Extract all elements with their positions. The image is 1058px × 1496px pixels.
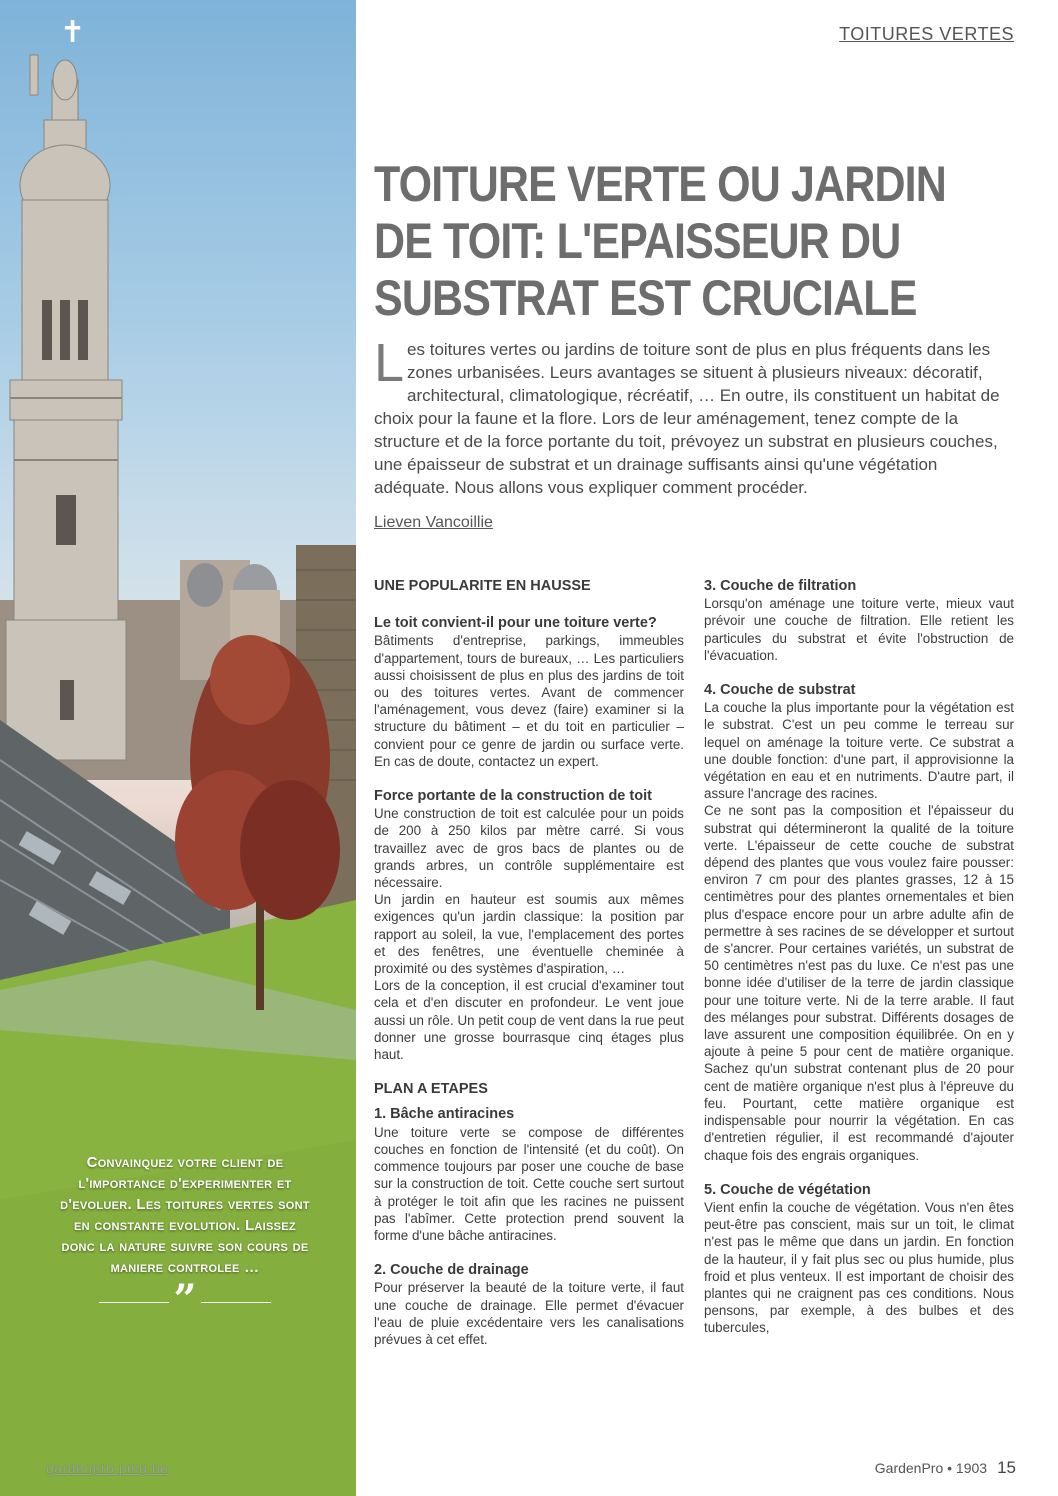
subheading: 3. Couche de filtration bbox=[704, 578, 857, 594]
section-heading: PLAN A ETAPES bbox=[374, 1081, 488, 1098]
paragraph: Bâtiments d'entreprise, parkings, immeubles d'appartement, tours de bureaux, … Les particuliers aussi choisissent de plus en plus des jardins de toit ou des toitures vertes. Avant de commencer l'aménagement, vous devez (faire) examiner si la structure du bâtiment – et du toit en particulier – convient pour ce genre de jardin ou surface verte. En cas de doute, contactez un expert. bbox=[374, 633, 684, 769]
subheading: 1. Bâche antiracines bbox=[374, 1106, 515, 1123]
intro-text: es toitures vertes ou jardins de toiture sont de plus en plus fréquents dans les zones urbanisées. Leurs avantages se situent à plusieurs niveaux: décoratif, architectural, climatologique, récréatif, … En outre, ils constituent un habitat de choix pour la faune et la flore. Lors de leur aménagement, tenez compte de la structure et de la force portante du toit, prévoyez un substrat en plusieurs couches, une épaisseur de substrat et un drainage suffisants ainsi qu'une végétation adéquate. Nous allons vous expliquer comment procéder. bbox=[374, 340, 1000, 497]
left-column bbox=[374, 578, 684, 1348]
paragraph: Une construction de toit est calculée pour un poids de 200 à 250 kilos par mètre carré. Si vous travaillez avec de gros bacs de plantes ou de grands arbres, un contrôle supplémentaire est nécessaire. bbox=[374, 806, 684, 891]
spacer bbox=[374, 770, 684, 788]
quote-mark-icon: ” bbox=[173, 1276, 197, 1323]
page-footer bbox=[875, 1458, 1016, 1478]
spacer bbox=[374, 1244, 684, 1262]
paragraph: Vient enfin la couche de végétation. Vous n'en êtes peut-être pas conscient, mais sur un toit, le climat n'est pas le même que dans un jardin. En fonction de la hauteur, il y fait plus sec ou plus humide, plus froid et plus venteux. Il est important de choisir des plantes qui ne craignent pas ces conditions. Nous pensons, par exemple, à des bulbes et des tubercules, bbox=[704, 1199, 1014, 1336]
pull-quote-text: Convainquez votre client de l'importance d'experimenter et d'evoluer. Les toitures vertes sont en constante evolution. Laissez donc la nature suivre son cours de maniere controlee … bbox=[60, 1154, 310, 1276]
title-line-3: SUBSTRAT EST CRUCIALE bbox=[374, 270, 917, 326]
spacer bbox=[704, 664, 1014, 682]
title-line-2: DE TOIT: L'EPAISSEUR DU bbox=[374, 213, 901, 269]
paragraph: Ce ne sont pas la composition et l'épaisseur du substrat qui détermineront la qualité de la toiture verte. L'épaisseur de cette couche de substrat dépend des plantes que vous voulez faire pousser: environ 7 cm pour des plantes grasses, 12 à 15 centimètres pour des plantes ornementales et bien plus d'espace encore pour un arbre adulte afin de permettre à ses racines de se développer et surtout de s'ancrer. Pour certaines variétés, un substrat de 50 centimètres n'est pas du luxe. Ce n'est pas une bonne idée d'utiliser de la terre de jardin classique pour une toiture verte. Ni de la terre arable. Il faut des mélanges pour substrat. Différents dosages de lave assurent une composition équilibrée. On en y ajoute à peine 5 pour cent de matière organique. Sachez qu'un substrat contenant plus de 20 pour cent de matière organique n'est plus à l'épreuve du feu. Pourtant, cette matière organique est indispensable pour nourrir la végétation. En cas d'entretien régulier, il est recommandé d'ajouter chaque fois des engrais organiques. bbox=[704, 803, 1014, 1163]
spacer bbox=[374, 603, 684, 615]
right-column bbox=[704, 578, 1014, 1337]
paragraph: Lors de la conception, il est crucial d'examiner tout cela et d'en discuter en profondeur. Le vent joue aussi un rôle. Un petit coup de vent dans la rue peut donner une grosse bourrasque cinq étages plus haut. bbox=[374, 978, 684, 1063]
subheading: 2. Couche de drainage bbox=[374, 1262, 529, 1279]
author-byline: Lieven Vancoillie bbox=[374, 514, 493, 531]
page-number: 15 bbox=[997, 1458, 1016, 1477]
website-link[interactable]: gardenpro.pmg.be bbox=[46, 1460, 169, 1476]
rule-right bbox=[201, 1302, 271, 1303]
paragraph: Une toiture verte se compose de différentes couches en fonction de l'intensité (et du coût). On commence toujours par poser une couche de base sur la construction de toit. Cette couche sert surtout à protéger le toit afin que les racines ne puissent pas l'abîmer. Cette protection prend souvent la forme d'une bâche antiracines. bbox=[374, 1124, 684, 1243]
title-line-1: TOITURE VERTE OU JARDIN bbox=[374, 156, 946, 212]
section-tag: TOITURES VERTES bbox=[839, 24, 1014, 44]
subheading: Le toit convient-il pour une toiture verte? bbox=[374, 615, 657, 632]
rule-left bbox=[99, 1302, 169, 1303]
pull-quote-rule bbox=[99, 1276, 271, 1323]
subheading: 5. Couche de végétation bbox=[704, 1181, 871, 1198]
paragraph: Un jardin en hauteur est soumis aux mêmes exigences qu'un jardin classique: la position par rapport au soleil, la vue, l'emplacement des portes et des fenêtres, une éventuelle cheminée à proximité ou des systèmes d'aspiration, … bbox=[374, 892, 684, 977]
paragraph: Lorsqu'on aménage une toiture verte, mieux vaut prévoir une couche de filtration. Elle retient les particules du substrat et évite l'obstruction de l'évacuation. bbox=[704, 596, 1014, 663]
drop-cap: L bbox=[374, 333, 405, 393]
cross-icon: ✝ bbox=[60, 16, 86, 49]
article-intro bbox=[374, 333, 1006, 499]
subheading: 4. Couche de substrat bbox=[704, 682, 856, 699]
spacer bbox=[704, 1164, 1014, 1182]
spacer bbox=[374, 1063, 684, 1081]
article-title bbox=[374, 156, 946, 327]
cover-photo bbox=[0, 0, 356, 1496]
section-heading: UNE POPULARITE EN HAUSSE bbox=[374, 578, 591, 594]
paragraph: La couche la plus importante pour la végétation est le substrat. C'est un peu comme le terreau sur lequel on aménage la toiture verte. Ce substrat a une double fonction: d'une part, il approvisionne la végétation en eau et en nutriments. D'autre part, il assure l'ancrage des racines. bbox=[704, 700, 1014, 802]
subheading: Force portante de la construction de toit bbox=[374, 788, 652, 805]
magazine-issue: GardenPro • 1903 bbox=[874, 1460, 988, 1476]
pull-quote bbox=[60, 1152, 310, 1323]
paragraph: Pour préserver la beauté de la toiture verte, il faut une couche de drainage. Elle permet d'évacuer l'eau de pluie excédentaire vers les canalisations prévues à cet effet. bbox=[374, 1280, 684, 1347]
